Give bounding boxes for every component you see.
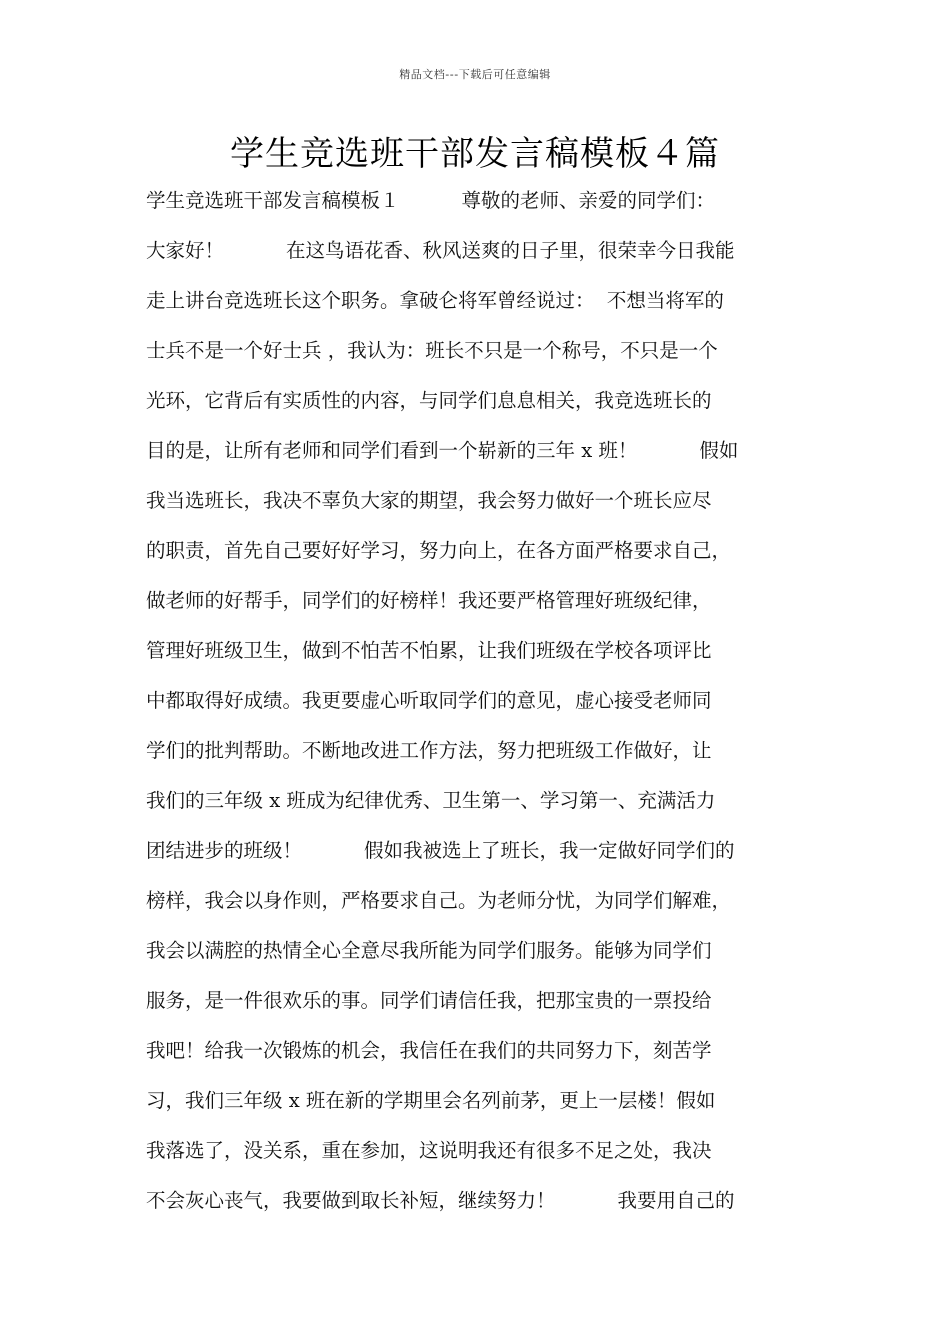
document-body xyxy=(146,176,826,1226)
body-line: 我会以满腔的热情全心全意尽我所能为同学们服务。能够为同学们 xyxy=(146,939,712,962)
body-line: 的职责，首先自己要好好学习，努力向上，在各方面严格要求自己， xyxy=(146,539,732,562)
body-line: 做老师的好帮手，同学们的好榜样！我还要严格管理好班级纪律， xyxy=(146,589,712,612)
body-line: 我当选班长，我决不辜负大家的期望，我会努力做好一个班长应尽 xyxy=(146,489,712,512)
body-line: 服务，是一件很欢乐的事。同学们请信任我，把那宝贵的一票投给 xyxy=(146,989,712,1012)
body-line: 团结进步的班级！ 假如我被选上了班长，我一定做好同学们的 xyxy=(146,839,735,862)
body-line: 光环，它背后有实质性的内容，与同学们息息相关，我竞选班长的 xyxy=(146,389,712,412)
body-line: 我落选了，没关系，重在参加，这说明我还有很多不足之处，我决 xyxy=(146,1139,712,1162)
body-line: 管理好班级卫生，做到不怕苦不怕累，让我们班级在学校各项评比 xyxy=(146,639,712,662)
body-line: 目的是，让所有老师和同学们看到一个崭新的三年 x 班！ 假如 xyxy=(146,439,739,462)
body-line: 学生竞选班干部发言稿模板１ 尊敬的老师、亲爱的同学们： xyxy=(146,189,715,212)
body-line: 走上讲台竞选班长这个职务。拿破仑将军曾经说过： 不想当将军的 xyxy=(146,289,724,312)
body-line: 不会灰心丧气，我要做到取长补短，继续努力！ 我要用自己的 xyxy=(146,1189,735,1212)
body-line: 我吧！给我一次锻炼的机会，我信任在我们的共同努力下，刻苦学 xyxy=(146,1039,712,1062)
body-line: 士兵不是一个好士兵 ，我认为：班长不只是一个称号，不只是一个 xyxy=(146,339,718,362)
body-line: 学们的批判帮助。不断地改进工作方法，努力把班级工作做好，让 xyxy=(146,739,712,762)
body-line: 习，我们三年级 x 班在新的学期里会名列前茅，更上一层楼！假如 xyxy=(146,1089,716,1112)
page-header-note: 精品文档---下载后可任意编辑 xyxy=(399,68,551,81)
body-line: 大家好！ 在这鸟语花香、秋风送爽的日子里，很荣幸今日我能 xyxy=(146,239,735,262)
body-line: 榜样，我会以身作则，严格要求自己。为老师分忧，为同学们解难， xyxy=(146,889,732,912)
body-line: 我们的三年级 x 班成为纪律优秀、卫生第一、学习第一、充满活力 xyxy=(146,789,716,812)
document-title: 学生竞选班干部发言稿模板４篇 xyxy=(230,134,720,174)
body-line: 中都取得好成绩。我更要虚心听取同学们的意见，虚心接受老师同 xyxy=(146,689,712,712)
